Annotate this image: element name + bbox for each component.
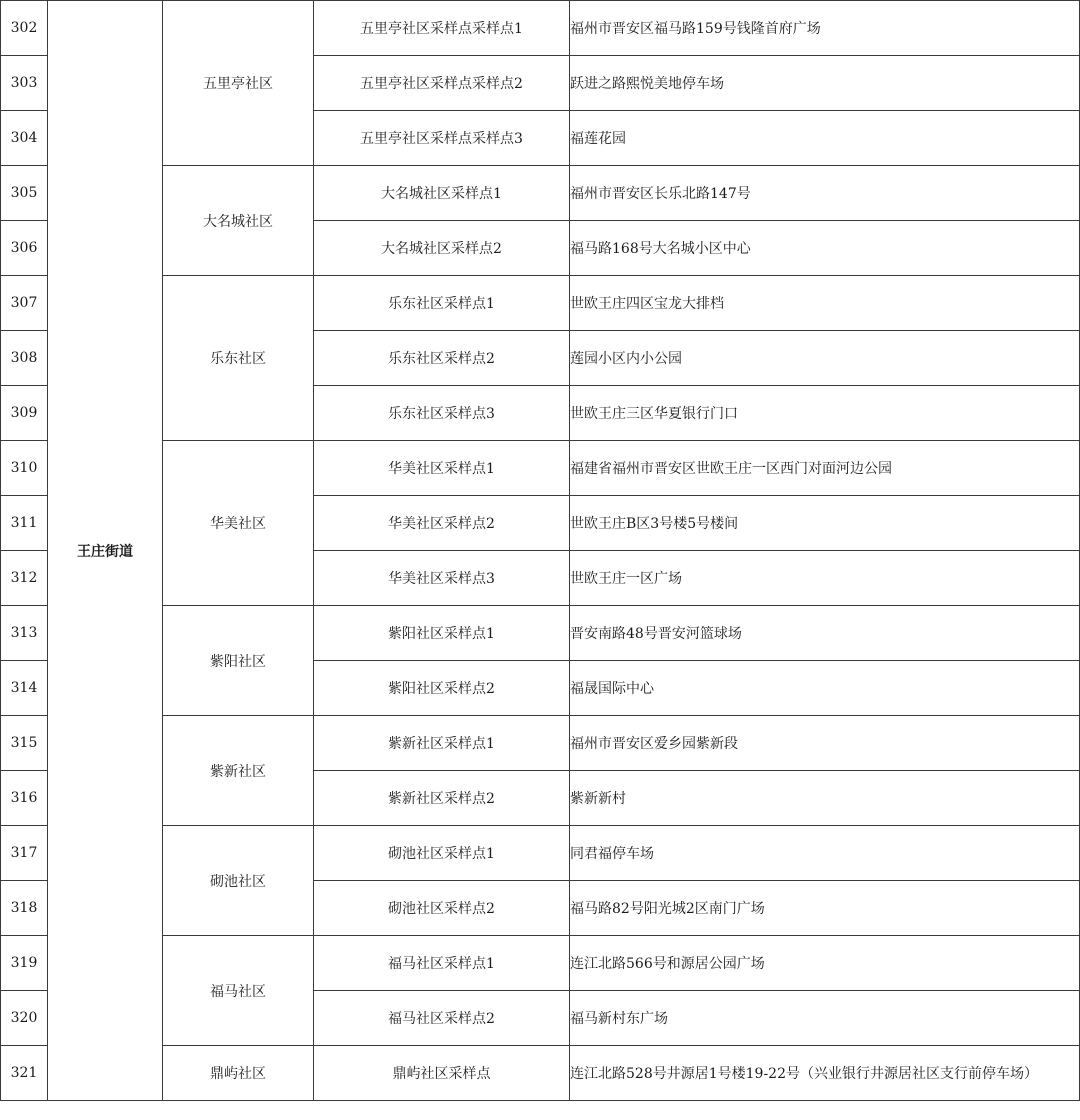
row-number-cell: 307 xyxy=(1,276,48,331)
row-number-cell: 316 xyxy=(1,771,48,826)
table-row xyxy=(1,1046,1080,1101)
row-number-cell: 310 xyxy=(1,441,48,496)
sampling-site-cell: 五里亭社区采样点采样点1 xyxy=(314,1,570,56)
table-row xyxy=(1,606,1080,661)
site-address-cell: 连江北路566号和源居公园广场 xyxy=(570,936,1080,991)
table-row xyxy=(1,1,1080,56)
sampling-site-cell: 华美社区采样点1 xyxy=(314,441,570,496)
site-address-cell: 福建省福州市晋安区世欧王庄一区西门对面河边公园 xyxy=(570,441,1080,496)
table-row xyxy=(1,441,1080,496)
sampling-site-cell: 乐东社区采样点3 xyxy=(314,386,570,441)
row-number-cell: 309 xyxy=(1,386,48,441)
row-number-cell: 318 xyxy=(1,881,48,936)
site-address-cell: 世欧王庄三区华夏银行门口 xyxy=(570,386,1080,441)
site-address-cell: 福莲花园 xyxy=(570,111,1080,166)
sampling-site-cell: 砌池社区采样点2 xyxy=(314,881,570,936)
row-number-cell: 313 xyxy=(1,606,48,661)
sampling-site-cell: 华美社区采样点3 xyxy=(314,551,570,606)
site-address-cell: 福晟国际中心 xyxy=(570,661,1080,716)
table-row xyxy=(1,166,1080,221)
site-address-cell: 紫新新村 xyxy=(570,771,1080,826)
row-number-cell: 319 xyxy=(1,936,48,991)
community-name-cell: 紫阳社区 xyxy=(163,606,314,716)
street-name-cell: 王庄街道 xyxy=(48,1,163,1101)
community-name-cell: 砌池社区 xyxy=(163,826,314,936)
row-number-cell: 306 xyxy=(1,221,48,276)
sampling-site-cell: 鼎屿社区采样点 xyxy=(314,1046,570,1101)
community-name-cell: 乐东社区 xyxy=(163,276,314,441)
community-name-cell: 大名城社区 xyxy=(163,166,314,276)
site-address-cell: 莲园小区内小公园 xyxy=(570,331,1080,386)
row-number-cell: 321 xyxy=(1,1046,48,1101)
site-address-cell: 福马新村东广场 xyxy=(570,991,1080,1046)
sampling-site-cell: 紫阳社区采样点2 xyxy=(314,661,570,716)
community-name-cell: 五里亭社区 xyxy=(163,1,314,166)
sampling-site-cell: 福马社区采样点1 xyxy=(314,936,570,991)
sampling-site-cell: 福马社区采样点2 xyxy=(314,991,570,1046)
community-name-cell: 华美社区 xyxy=(163,441,314,606)
sampling-site-cell: 五里亭社区采样点采样点2 xyxy=(314,56,570,111)
site-address-cell: 福马路168号大名城小区中心 xyxy=(570,221,1080,276)
table-row xyxy=(1,716,1080,771)
row-number-cell: 314 xyxy=(1,661,48,716)
table-row xyxy=(1,276,1080,331)
row-number-cell: 315 xyxy=(1,716,48,771)
community-name-cell: 紫新社区 xyxy=(163,716,314,826)
site-address-cell: 世欧王庄B区3号楼5号楼间 xyxy=(570,496,1080,551)
sampling-site-cell: 大名城社区采样点2 xyxy=(314,221,570,276)
table-body xyxy=(1,1,1080,1101)
sampling-site-cell: 紫新社区采样点2 xyxy=(314,771,570,826)
row-number-cell: 302 xyxy=(1,1,48,56)
sampling-site-cell: 华美社区采样点2 xyxy=(314,496,570,551)
table-row xyxy=(1,936,1080,991)
sampling-site-cell: 五里亭社区采样点采样点3 xyxy=(314,111,570,166)
site-address-cell: 福州市晋安区长乐北路147号 xyxy=(570,166,1080,221)
sampling-site-cell: 大名城社区采样点1 xyxy=(314,166,570,221)
community-name-cell: 福马社区 xyxy=(163,936,314,1046)
sampling-site-cell: 乐东社区采样点1 xyxy=(314,276,570,331)
sampling-site-cell: 乐东社区采样点2 xyxy=(314,331,570,386)
site-address-cell: 福州市晋安区福马路159号钱隆首府广场 xyxy=(570,1,1080,56)
sampling-site-cell: 紫阳社区采样点1 xyxy=(314,606,570,661)
site-address-cell: 世欧王庄一区广场 xyxy=(570,551,1080,606)
site-address-cell: 世欧王庄四区宝龙大排档 xyxy=(570,276,1080,331)
site-address-cell: 同君福停车场 xyxy=(570,826,1080,881)
row-number-cell: 311 xyxy=(1,496,48,551)
site-address-cell: 连江北路528号井源居1号楼19-22号（兴业银行井源居社区支行前停车场） xyxy=(570,1046,1080,1101)
site-address-cell: 福州市晋安区爱乡园紫新段 xyxy=(570,716,1080,771)
site-address-cell: 跃进之路熙悦美地停车场 xyxy=(570,56,1080,111)
sampling-site-cell: 紫新社区采样点1 xyxy=(314,716,570,771)
row-number-cell: 308 xyxy=(1,331,48,386)
row-number-cell: 303 xyxy=(1,56,48,111)
row-number-cell: 320 xyxy=(1,991,48,1046)
community-name-cell: 鼎屿社区 xyxy=(163,1046,314,1101)
row-number-cell: 305 xyxy=(1,166,48,221)
table-row xyxy=(1,826,1080,881)
site-address-cell: 福马路82号阳光城2区南门广场 xyxy=(570,881,1080,936)
row-number-cell: 317 xyxy=(1,826,48,881)
site-address-cell: 晋安南路48号晋安河篮球场 xyxy=(570,606,1080,661)
row-number-cell: 304 xyxy=(1,111,48,166)
row-number-cell: 312 xyxy=(1,551,48,606)
sampling-site-cell: 砌池社区采样点1 xyxy=(314,826,570,881)
